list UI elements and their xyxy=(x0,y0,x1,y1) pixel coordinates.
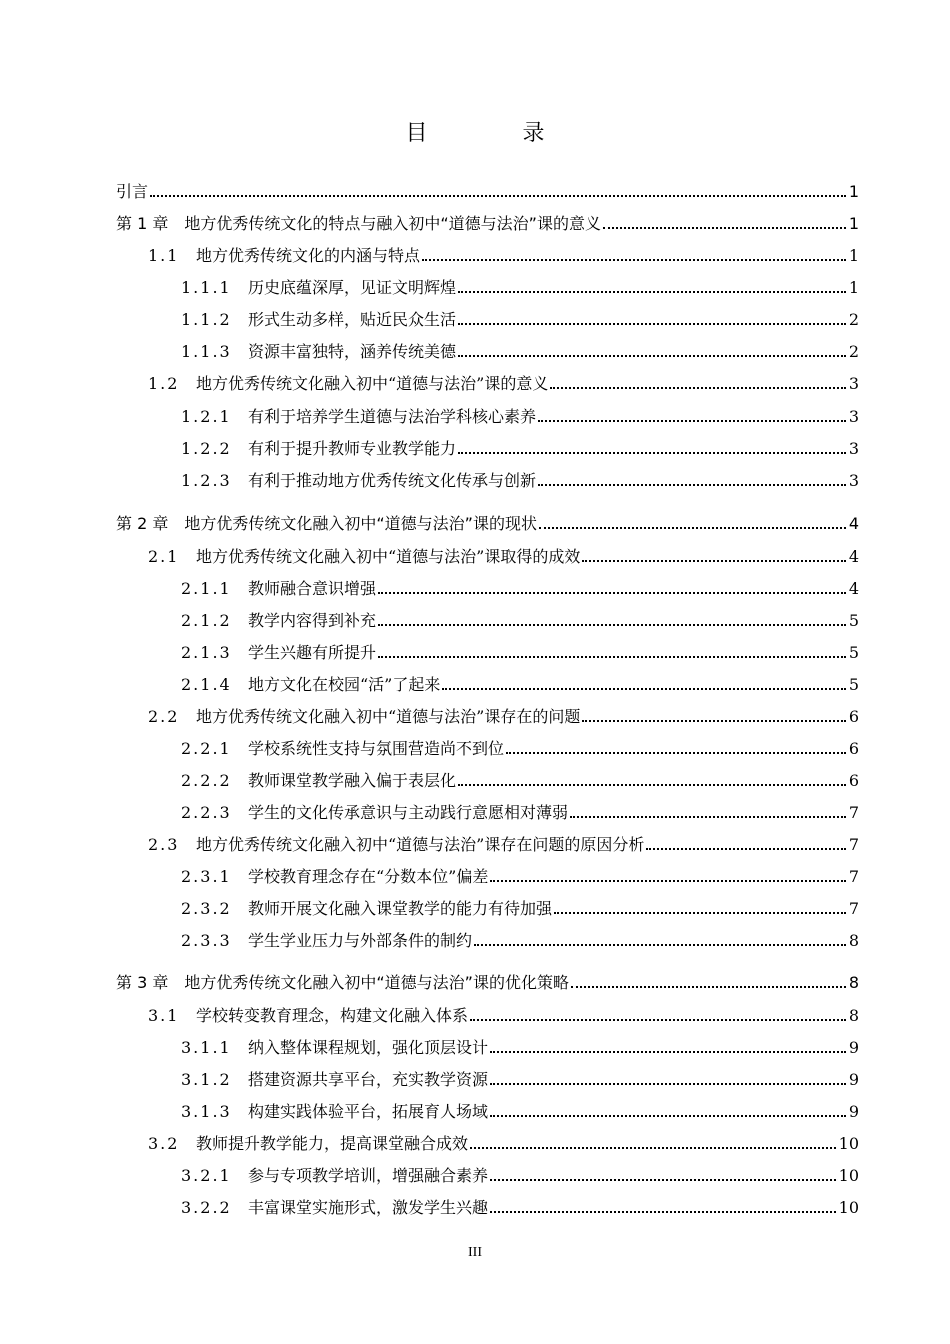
dot-leader xyxy=(150,195,846,197)
toc-entry-number: 2.3.3 xyxy=(181,931,232,950)
dot-leader xyxy=(570,816,846,818)
toc-subsection-entry[interactable] xyxy=(181,467,859,491)
toc-subsection-entry[interactable] xyxy=(181,607,859,631)
toc-subsection-entry[interactable] xyxy=(181,274,859,298)
toc-entry-title: 形式生动多样，贴近民众生活 xyxy=(248,310,457,329)
toc-entry-number: 3.1 xyxy=(148,1006,180,1025)
dot-leader xyxy=(582,560,845,562)
toc-entry-page: 10 xyxy=(838,1198,859,1217)
dot-leader xyxy=(378,656,846,658)
toc-entry-title: 学校教育理念存在“分数本位”偏差 xyxy=(248,867,489,886)
toc-entry-page: 8 xyxy=(848,973,859,992)
toc-entry-number: 2.1 xyxy=(148,547,180,566)
toc-entry-page: 5 xyxy=(848,675,859,694)
toc-entry-number: 2.3 xyxy=(148,835,180,854)
toc-entry-title: 地方优秀传统文化融入初中“道德与法治”课取得的成效 xyxy=(196,547,581,566)
toc-entry-title: 参与专项教学培训，增强融合素养 xyxy=(248,1166,489,1185)
toc-entry-number: 3.2 xyxy=(148,1134,180,1153)
toc-entry-title: 学生兴趣有所提升 xyxy=(248,643,377,662)
toc-subsection-entry[interactable] xyxy=(181,403,859,427)
toc-section-entry[interactable] xyxy=(148,1130,859,1154)
toc-entry-number: 1.2.3 xyxy=(181,471,232,490)
toc-subsection-entry[interactable] xyxy=(181,767,859,791)
toc-entry-number: 2.2.2 xyxy=(181,771,232,790)
toc-entry-page: 5 xyxy=(848,611,859,630)
toc-entry-number: 1.1.1 xyxy=(181,278,232,297)
toc-entry-title: 教师提升教学能力，提高课堂融合成效 xyxy=(196,1134,469,1153)
toc-subsection-entry[interactable] xyxy=(181,927,859,951)
toc-subsection-entry[interactable] xyxy=(181,895,859,919)
toc-entry-title: 搭建资源共享平台，充实教学资源 xyxy=(248,1070,489,1089)
toc-entry-page: 4 xyxy=(848,547,859,566)
toc-entry-title: 构建实践体验平台，拓展育人场域 xyxy=(248,1102,489,1121)
toc-entry-page: 6 xyxy=(848,707,859,726)
toc-entry-title: 学生的文化传承意识与主动践行意愿相对薄弱 xyxy=(248,803,569,822)
dot-leader xyxy=(554,912,846,914)
toc-subsection-entry[interactable] xyxy=(181,306,859,330)
dot-leader xyxy=(538,420,846,422)
toc-section-entry[interactable] xyxy=(148,543,859,567)
toc-entry-number: 1.1.2 xyxy=(181,310,232,329)
dot-leader xyxy=(422,259,846,261)
toc-entry-title: 教师融合意识增强 xyxy=(248,579,377,598)
toc-entry-page: 9 xyxy=(848,1070,859,1089)
toc-entry-page: 10 xyxy=(838,1166,859,1185)
toc-subsection-entry[interactable] xyxy=(181,1194,859,1218)
toc-entry-page: 6 xyxy=(848,771,859,790)
toc-section-entry[interactable] xyxy=(148,703,859,727)
toc-entry-number: 2.1.3 xyxy=(181,643,232,662)
dot-leader xyxy=(539,527,846,529)
toc-entry-page: 1 xyxy=(848,182,859,201)
toc-entry-number: 3.2.1 xyxy=(181,1166,232,1185)
toc-entry-page: 8 xyxy=(848,931,859,950)
toc-section-entry[interactable] xyxy=(148,242,859,266)
toc-subsection-entry[interactable] xyxy=(181,338,859,362)
dot-leader xyxy=(458,355,846,357)
toc-subsection-entry[interactable] xyxy=(181,1034,859,1058)
toc-entry-number: 2.1.2 xyxy=(181,611,232,630)
toc-entry-page: 3 xyxy=(848,374,859,393)
toc-entry-page: 9 xyxy=(848,1038,859,1057)
toc-entry-title: 地方文化在校园“活”了起来 xyxy=(248,675,441,694)
toc-entry-page: 9 xyxy=(848,1102,859,1121)
toc-subsection-entry[interactable] xyxy=(181,671,859,695)
dot-leader xyxy=(474,944,846,946)
toc-entry-number: 2.3.2 xyxy=(181,899,232,918)
toc-entry-title: 地方优秀传统文化的内涵与特点 xyxy=(196,246,421,265)
dot-leader xyxy=(378,624,846,626)
toc-subsection-entry[interactable] xyxy=(181,435,859,459)
dot-leader xyxy=(550,387,845,389)
dot-leader xyxy=(470,1019,846,1021)
toc-entry-number: 2.2 xyxy=(148,707,180,726)
toc-entry-title: 地方优秀传统文化融入初中“道德与法治”课的意义 xyxy=(196,374,549,393)
toc-entry-page: 5 xyxy=(848,643,859,662)
toc-entry-number: 2.1.1 xyxy=(181,579,232,598)
toc-entry-title: 有利于提升教师专业教学能力 xyxy=(248,439,457,458)
toc-entry-title: 地方优秀传统文化的特点与融入初中“道德与法治”课的意义 xyxy=(184,214,601,233)
toc-chapter-entry[interactable] xyxy=(116,969,859,993)
toc-entry-title: 学校系统性支持与氛围营造尚不到位 xyxy=(248,739,505,758)
toc-chapter-entry[interactable] xyxy=(116,210,859,234)
toc-entry-page: 7 xyxy=(848,899,859,918)
toc-entry-page: 4 xyxy=(848,514,859,533)
toc-entry-title: 学校转变教育理念，构建文化融入体系 xyxy=(196,1006,469,1025)
dot-leader xyxy=(538,484,846,486)
dot-leader xyxy=(458,784,846,786)
dot-leader xyxy=(458,452,846,454)
toc-entry-number: 第 2 章 xyxy=(116,514,169,533)
toc-subsection-entry[interactable] xyxy=(181,1162,859,1186)
toc-entry-title: 有利于培养学生道德与法治学科核心素养 xyxy=(248,407,537,426)
toc-entry-title: 资源丰富独特，涵养传统美德 xyxy=(248,342,457,361)
toc-entry-number: 2.2.3 xyxy=(181,803,232,822)
toc-entry-title: 地方优秀传统文化融入初中“道德与法治”课存在的问题 xyxy=(196,707,581,726)
toc-entry-page: 4 xyxy=(848,579,859,598)
toc-entry-page: 6 xyxy=(848,739,859,758)
toc-subsection-entry[interactable] xyxy=(181,639,859,663)
toc-entry-page: 3 xyxy=(848,471,859,490)
toc-entry-title: 教师课堂教学融入偏于表层化 xyxy=(248,771,457,790)
toc-subsection-entry[interactable] xyxy=(181,735,859,759)
toc-entry-page: 7 xyxy=(848,835,859,854)
toc-subsection-entry[interactable] xyxy=(181,863,859,887)
dot-leader xyxy=(378,592,846,594)
toc-chapter-entry[interactable] xyxy=(116,178,859,202)
toc-entry-title: 地方优秀传统文化融入初中“道德与法治”课存在问题的原因分析 xyxy=(196,835,645,854)
toc-section-entry[interactable] xyxy=(148,831,859,855)
toc-entry-page: 2 xyxy=(848,310,859,329)
toc-chapter-entry[interactable] xyxy=(116,510,859,534)
dot-leader xyxy=(470,1147,836,1149)
dot-leader xyxy=(603,227,846,229)
dot-leader xyxy=(458,291,846,293)
dot-leader xyxy=(571,986,846,988)
dot-leader xyxy=(490,1115,846,1117)
dot-leader xyxy=(506,752,846,754)
toc-entry-title: 教师开展文化融入课堂教学的能力有待加强 xyxy=(248,899,553,918)
toc-entry-number: 2.2.1 xyxy=(181,739,232,758)
toc-entry-page: 1 xyxy=(848,278,859,297)
toc-entry-number: 3.1.1 xyxy=(181,1038,232,1057)
toc-entry-page: 3 xyxy=(848,439,859,458)
toc-entry-page: 10 xyxy=(838,1134,859,1153)
toc-entry-number: 2.3.1 xyxy=(181,867,232,886)
toc-entry-number: 第 3 章 xyxy=(116,973,169,992)
toc-entry-page: 7 xyxy=(848,867,859,886)
toc-entry-number: 3.1.3 xyxy=(181,1102,232,1121)
toc-entry-number: 1.2 xyxy=(148,374,180,393)
toc-entry-page: 8 xyxy=(848,1006,859,1025)
toc-entry-number: 1.2.2 xyxy=(181,439,232,458)
toc-subsection-entry[interactable] xyxy=(181,575,859,599)
toc-entry-title: 地方优秀传统文化融入初中“道德与法治”课的现状 xyxy=(184,514,537,533)
toc-entry-page: 2 xyxy=(848,342,859,361)
toc-title: 目 录 xyxy=(405,121,589,146)
toc-entry-title: 纳入整体课程规划，强化顶层设计 xyxy=(248,1038,489,1057)
toc-entry-number: 1.1.3 xyxy=(181,342,232,361)
toc-entry-title: 有利于推动地方优秀传统文化传承与创新 xyxy=(248,471,537,490)
toc-entry-number: 1.1 xyxy=(148,246,180,265)
toc-subsection-entry[interactable] xyxy=(181,799,859,823)
dot-leader xyxy=(442,688,845,690)
toc-entry-number: 3.1.2 xyxy=(181,1070,232,1089)
toc-subsection-entry[interactable] xyxy=(181,1098,859,1122)
toc-section-entry[interactable] xyxy=(148,370,859,394)
toc-section-entry[interactable] xyxy=(148,1002,859,1026)
toc-entry-number: 2.1.4 xyxy=(181,675,232,694)
toc-entry-number: 第 1 章 xyxy=(116,214,169,233)
toc-entry-number: 1.2.1 xyxy=(181,407,232,426)
toc-entry-title: 丰富课堂实施形式，激发学生兴趣 xyxy=(248,1198,489,1217)
dot-leader xyxy=(490,1211,836,1213)
dot-leader xyxy=(490,1179,836,1181)
toc-entry-title: 教学内容得到补充 xyxy=(248,611,377,630)
toc-entry-page: 3 xyxy=(848,407,859,426)
toc-entry-title: 学生学业压力与外部条件的制约 xyxy=(248,931,473,950)
toc-entry-title: 地方优秀传统文化融入初中“道德与法治”课的优化策略 xyxy=(184,973,569,992)
dot-leader xyxy=(490,880,845,882)
toc-entry-page: 1 xyxy=(848,214,859,233)
toc-entry-number: 3.2.2 xyxy=(181,1198,232,1217)
page-number: III xyxy=(468,1245,482,1260)
toc-subsection-entry[interactable] xyxy=(181,1066,859,1090)
dot-leader xyxy=(646,848,845,850)
dot-leader xyxy=(582,720,845,722)
dot-leader xyxy=(458,323,846,325)
toc-entry-page: 1 xyxy=(848,246,859,265)
toc-entry-title: 引言 xyxy=(116,182,149,201)
dot-leader xyxy=(490,1051,846,1053)
toc-entry-title: 历史底蕴深厚，见证文明辉煌 xyxy=(248,278,457,297)
toc-entry-page: 7 xyxy=(848,803,859,822)
dot-leader xyxy=(490,1083,846,1085)
